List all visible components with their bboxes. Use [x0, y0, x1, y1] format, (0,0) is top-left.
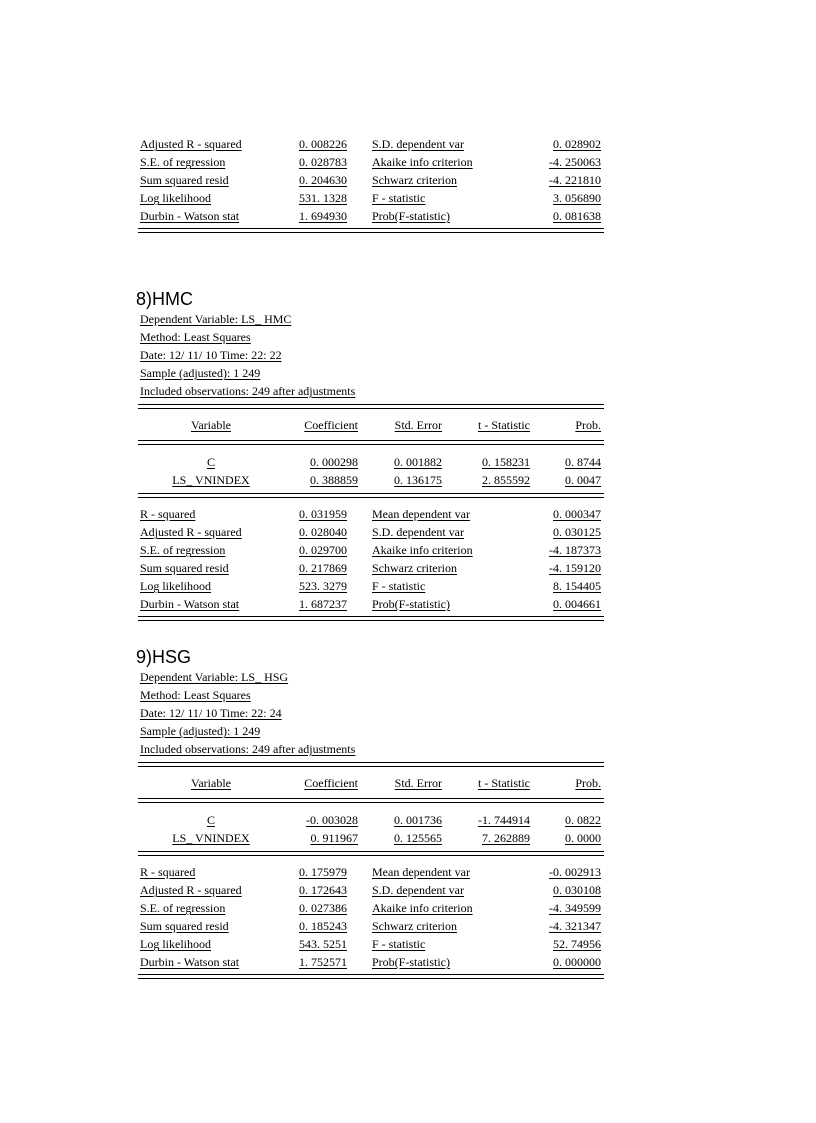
stat-value: 1. 694930: [299, 209, 347, 223]
double-rule: [138, 616, 604, 621]
stats-row: Durbin - Watson stat 1. 687237 Prob(F-statistic) 0. 004661: [140, 597, 601, 611]
stat-value: 0. 028783: [299, 155, 347, 169]
info-line: Dependent Variable: LS_ HMC: [140, 312, 292, 326]
stat-label: Adjusted R - squared: [140, 137, 242, 151]
info-line: Method: Least Squares: [140, 688, 251, 702]
stats-row: R - squared 0. 175979 Mean dependent var -0. 002913: [140, 865, 601, 879]
coef-table-header: Variable Coefficient Std. Error t - Statistic Prob.: [191, 776, 601, 790]
coef-table-row: C 0. 000298 0. 001882 0. 158231 0. 8744: [206, 455, 601, 469]
stats-row: [138, 171, 604, 189]
double-rule: [138, 798, 604, 803]
info-line: Included observations: 249 after adjustments: [140, 384, 356, 398]
stat-label: Durbin - Watson stat: [140, 209, 240, 223]
double-rule: [138, 440, 604, 445]
section-heading: 9)HSG: [136, 647, 192, 667]
double-rule: [138, 228, 604, 233]
stats-row: Log likelihood 543. 5251 F - statistic 52. 74956: [140, 937, 601, 951]
stat-label-2: F - statistic: [372, 191, 426, 205]
info-line: Date: 12/ 11/ 10 Time: 22: 22: [140, 348, 282, 362]
stat-label: Log likelihood: [140, 191, 211, 205]
stats-row: Sum squared resid 0. 217869 Schwarz criterion -4. 159120: [140, 561, 601, 575]
stats-row: Durbin - Watson stat 1. 752571 Prob(F-statistic) 0. 000000: [140, 955, 601, 969]
stat-value: 0. 008226: [299, 137, 347, 151]
stat-label: Sum squared resid: [140, 173, 229, 187]
coef-table-header: Variable Coefficient Std. Error t - Statistic Prob.: [191, 418, 601, 432]
stat-value-2: -4. 250063: [549, 155, 601, 169]
stats-row: S.E. of regression 0. 029700 Akaike info criterion -4. 187373: [140, 543, 601, 557]
regression-output-hsg: [138, 668, 604, 979]
stats-row: Sum squared resid 0. 185243 Schwarz criterion -4. 321347: [140, 919, 601, 933]
stat-label-2: Schwarz criterion: [372, 173, 457, 187]
stat-value-2: -4. 221810: [549, 173, 601, 187]
stat-value-2: 0. 028902: [553, 137, 601, 151]
double-rule: [138, 404, 604, 409]
stat-value-2: 0. 081638: [553, 209, 601, 223]
top-stats-block: [138, 135, 604, 233]
stat-label-2: Akaike info criterion: [372, 155, 473, 169]
stats-row: [138, 153, 604, 171]
info-line: Dependent Variable: LS_ HSG: [140, 670, 289, 684]
stat-label-2: Prob(F-statistic): [372, 209, 450, 223]
double-rule: [138, 974, 604, 979]
info-line: Sample (adjusted): 1 249: [140, 724, 261, 738]
stat-value: 531. 1328: [299, 191, 347, 205]
stats-row: S.E. of regression 0. 027386 Akaike info criterion -4. 349599: [140, 901, 601, 915]
coef-table-row: LS_ VNINDEX 0. 911967 0. 125565 7. 262889 0. 0000: [172, 831, 601, 845]
stats-row: Log likelihood 523. 3279 F - statistic 8. 154405: [140, 579, 601, 593]
stats-row: Adjusted R - squared 0. 172643 S.D. dependent var 0. 030108: [140, 883, 601, 897]
info-line: Included observations: 249 after adjustments: [140, 742, 356, 756]
info-line: Method: Least Squares: [140, 330, 251, 344]
stat-label-2: S.D. dependent var: [372, 137, 464, 151]
info-line: Date: 12/ 11/ 10 Time: 22: 24: [140, 706, 282, 720]
coef-table-row: LS_ VNINDEX 0. 388859 0. 136175 2. 855592 0. 0047: [172, 473, 601, 487]
stats-row: [138, 135, 604, 153]
stat-value: 0. 204630: [299, 173, 347, 187]
stat-value-2: 3. 056890: [553, 191, 601, 205]
stat-label: S.E. of regression: [140, 155, 226, 169]
stats-row: [138, 207, 604, 225]
stats-row: [138, 189, 604, 207]
regression-output-hmc: [138, 310, 604, 621]
stats-row: Adjusted R - squared 0. 028040 S.D. dependent var 0. 030125: [140, 525, 601, 539]
coef-table-row: C -0. 003028 0. 001736 -1. 744914 0. 0822: [206, 813, 601, 827]
info-line: Sample (adjusted): 1 249: [140, 366, 261, 380]
stats-row: R - squared 0. 031959 Mean dependent var 0. 000347: [140, 507, 601, 521]
double-rule: [138, 762, 604, 767]
section-heading: 8)HMC: [136, 289, 193, 309]
